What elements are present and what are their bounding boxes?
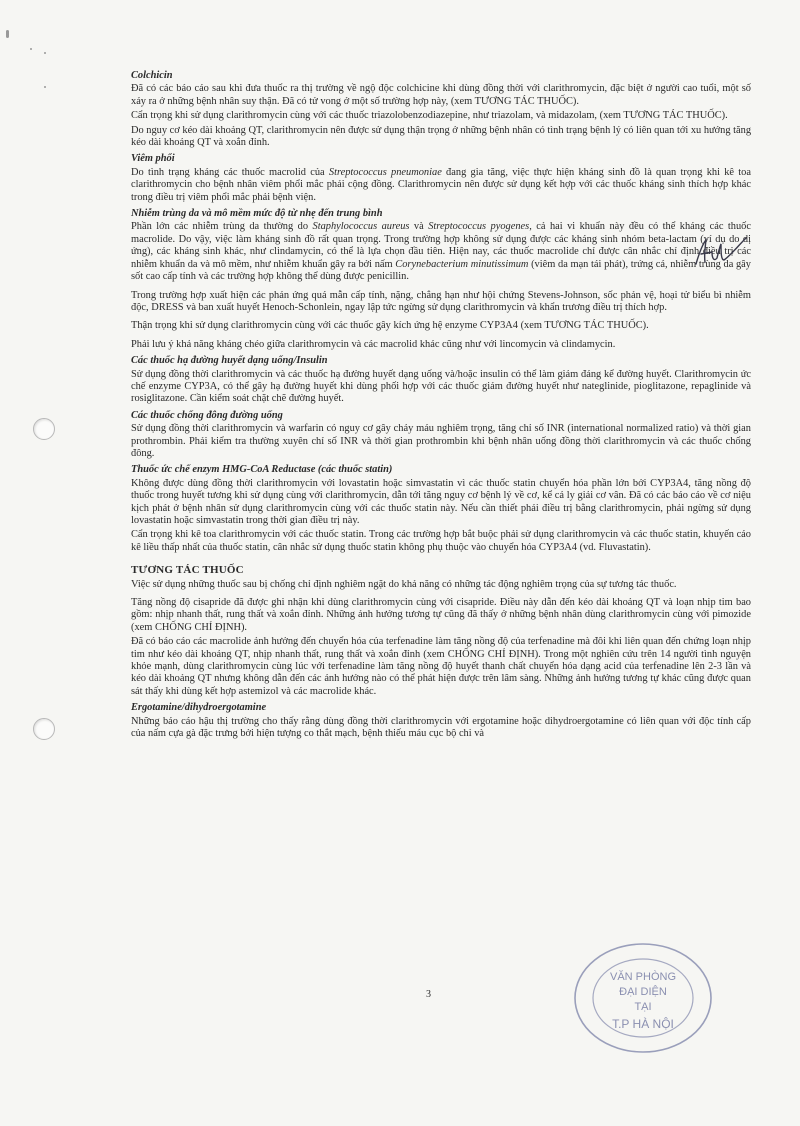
scan-speck xyxy=(44,86,46,88)
stamp-line: ĐẠI DIỆN xyxy=(619,986,667,998)
body-paragraph: Cẩn trọng khi kê toa clarithromycin với các thuốc statin. Trong các trường hợp bắt buộc phải sử dụng clarithromycin và các thuốc statin, khuyến cáo kê liều thấp nhất của thuốc statin, cân nhắc sử dụng thuốc statin không phụ thuộc vào chuyển hóa CYP3A4 (vd. Fluvastatin). xyxy=(131,529,751,553)
subsection-heading: Nhiễm trùng da và mô mềm mức độ từ nhẹ đến trung bình xyxy=(131,208,383,220)
handwritten-signature xyxy=(690,232,750,272)
body-paragraph: Đã có báo cáo các macrolide ảnh hưởng đến chuyển hóa của terfenadine làm tăng nồng độ của terfenadine mà đôi khi liên quan đến chứng loạn nhịp tim như kéo dài khoảng QT, nhịp nhanh thất, rung thất và xoắn đỉnh (xem CHỐNG CHỈ ĐỊNH). Trong một nghiên cứu trên 14 người tình nguyện khỏe mạnh, dùng clarithromycin cùng lúc với terfenadine làm tăng nồng độ huyết thanh chất chuyển hóa dạng acid của terfenadine lên 2-3 lần và kéo dài khoảng QT nhưng không dẫn đến các ảnh hưởng nào có thể phát hiện được trên lâm sàng. Những ảnh hưởng tương tự khác cũng được quan sát thấy khi dùng kết hợp astemizol và các macrolide khác. xyxy=(131,636,751,697)
body-paragraph: Đã có các báo cáo sau khi đưa thuốc ra thị trường về ngộ độc colchicine khi dùng đồng thời với clarithromycin, đặc biệt ở người cao tuổi, một số xảy ra ở những bệnh nhân suy thận. Đã có tử vong ở một số trường hợp này, (xem TƯƠNG TÁC THUỐC). xyxy=(131,83,751,107)
stamp-line: VĂN PHÒNG xyxy=(609,971,677,983)
stamp-line: T.P HÀ NỘI xyxy=(612,1017,674,1031)
body-paragraph: Sử dụng đồng thời clarithromycin và warfarin có nguy cơ gây chảy máu nghiêm trọng, tăng chỉ số INR (international normalized ratio) và thời gian prothrombin. Phải kiểm tra thường xuyên chỉ số INR và thời gian prothrombin khi bệnh nhân uống đồng thời clarithromycin và các thuốc chống đông. xyxy=(131,423,751,459)
body-paragraph: Tăng nồng độ cisapride đã được ghi nhận khi dùng clarithromycin cùng với cisapride. Điều này dẫn đến kéo dài khoảng QT và loạn nhịp tim bao gồm: nhịp nhanh thất, rung thất và xoắn đỉnh. Những ảnh hưởng tương tự cũng đã thấy ở những bệnh nhân dùng clarithromycin cùng với pimozide (xem CHỐNG CHỈ ĐỊNH). xyxy=(131,597,751,633)
subsection-heading: Colchicin xyxy=(131,70,173,81)
body-paragraph: Những báo cáo hậu thị trường cho thấy rằng dùng đồng thời clarithromycin với ergotamine hoặc dihydroergotamine có liên quan với độc tính cấp của nấm cựa gà đặc trưng bởi hiện tượng co thắt mạch, bệnh thiếu máu cục bộ chi và xyxy=(131,715,751,740)
subsection-heading: Thuốc ức chế enzym HMG-CoA Reductase (các thuốc statin) xyxy=(131,464,393,476)
document-body xyxy=(131,66,751,743)
stamp-line: TẠI xyxy=(634,1001,652,1013)
body-paragraph: Cẩn trọng khi sử dụng clarithromycin cùng với các thuốc triazolobenzodiazepine, như triazolam, và midazolam, (xem TƯƠNG TÁC THUỐC). xyxy=(131,110,728,122)
subsection-heading: Ergotamine/dihydroergotamine xyxy=(131,702,267,714)
body-paragraph: Do nguy cơ kéo dài khoảng QT, clarithromycin nên được sử dụng thận trọng ở những bệnh nhân có tình trạng bệnh lý có liên quan tới xu hướng tăng kéo dài khoảng QT và xoắn đỉnh. xyxy=(131,124,752,149)
page-number: 3 xyxy=(426,989,431,1000)
body-paragraph: Trong trường hợp xuất hiện các phản ứng quá mẫn cấp tính, nặng, chẳng hạn như hội chứng Stevens-Johnson, sốc phản vệ, hoại tử biểu bì nhiễm độc, DRESS và ban xuất huyết Henoch-Schonlein, ngay lập tức ngừng sử dụng clarithromycin và khẩn trương điều trị thích hợp. xyxy=(131,289,751,313)
body-paragraph: Sử dụng đồng thời clarithromycin và các thuốc hạ đường huyết dạng uống và/hoặc insulin có thể làm giảm đáng kể đường huyết. Clarithromycin ức chế enzyme CYP3A, có thể gây hạ đường huyết khi dùng phối hợp với các thuốc giảm đường huyết như nateglinide, pioglitazone, repaglinide và rosiglitazone. Cần kiểm soát chặt chẽ đường huyết. xyxy=(131,368,751,405)
body-paragraph: Phần lớn các nhiễm trùng da thường do Staphylococcus aureus và Streptococcus pyogenes, cả hai vi khuẩn này đều có thể kháng các thuốc macrolide. Do vậy, việc làm kháng sinh đồ rất quan trọng. Trong trường hợp không sử dụng được các kháng sinh nhóm beta-lactam (ví dụ do dị ứng), các kháng sinh khác, như clindamycin, có thể là lựa chọn đầu tiên. Hiện nay, các thuốc macrolide chỉ được cân nhắc chỉ định điều trị các nhiễm khuẩn da và mô mềm, như nhiễm khuẩn gây ra bởi nấm Corynebacterium minutissimum (viêm da mạn tái phát), trứng cá, nhiễm trùng da gây sốt cao cấp tính và các trường hợp không thể dùng được penicillin. xyxy=(131,221,751,283)
office-stamp xyxy=(568,936,718,1056)
punch-hole xyxy=(33,418,55,440)
scan-speck xyxy=(6,30,9,38)
scan-speck xyxy=(30,48,32,50)
body-paragraph: Phải lưu ý khả năng kháng chéo giữa clarithromycin và các macrolid khác cũng như với lincomycin và clindamycin. xyxy=(131,338,616,350)
subsection-heading: Các thuốc hạ đường huyết dạng uống/Insulin xyxy=(131,355,328,367)
section-title: TƯƠNG TÁC THUỐC xyxy=(131,564,244,577)
body-paragraph: Không được dùng đồng thời clarithromycin với lovastatin hoặc simvastatin vì các thuốc statin chuyển hóa phần lớn bởi CYP3A4, tăng nồng độ thuốc trong huyết tương khi sử dụng cùng với clarithromycin, dẫn tới tăng nguy cơ bệnh lý về cơ, kể cả ly giải cơ vân. Đã có các báo cáo về cơ niệu kịch phát ở bệnh nhân sử dụng clarithromycin cùng với các thuốc statin này. Nếu cần thiết phải điều trị bằng clarithromycin, phải ngừng sử dụng lovastatin hoặc simvastatin trong thời gian điều trị này. xyxy=(131,477,751,526)
body-paragraph: Thận trọng khi sử dụng clarithromycin cùng với các thuốc gây kích ứng hệ enzyme CYP3A4 (xem TƯƠNG TÁC THUỐC). xyxy=(131,320,649,332)
subsection-heading: Các thuốc chống đông đường uống xyxy=(131,409,283,421)
subsection-heading: Viêm phổi xyxy=(131,153,175,165)
punch-hole xyxy=(33,718,55,740)
body-paragraph: Do tình trạng kháng các thuốc macrolid của Streptococcus pneumoniae đang gia tăng, việc thực hiện kháng sinh đồ là quan trọng khi kê toa clarithromycin cho bệnh nhân viêm phổi mắc phải cộng đồng. Clarithromycin nên được sử dụng kết hợp với các thuốc kháng sinh thích hợp khác trong điều trị viêm phổi mắc phải bệnh viện. xyxy=(131,166,751,203)
scan-speck xyxy=(44,52,46,54)
body-paragraph: Việc sử dụng những thuốc sau bị chống chỉ định nghiêm ngặt do khả năng có những tác động nghiêm trọng của sự tương tác thuốc. xyxy=(131,578,677,590)
